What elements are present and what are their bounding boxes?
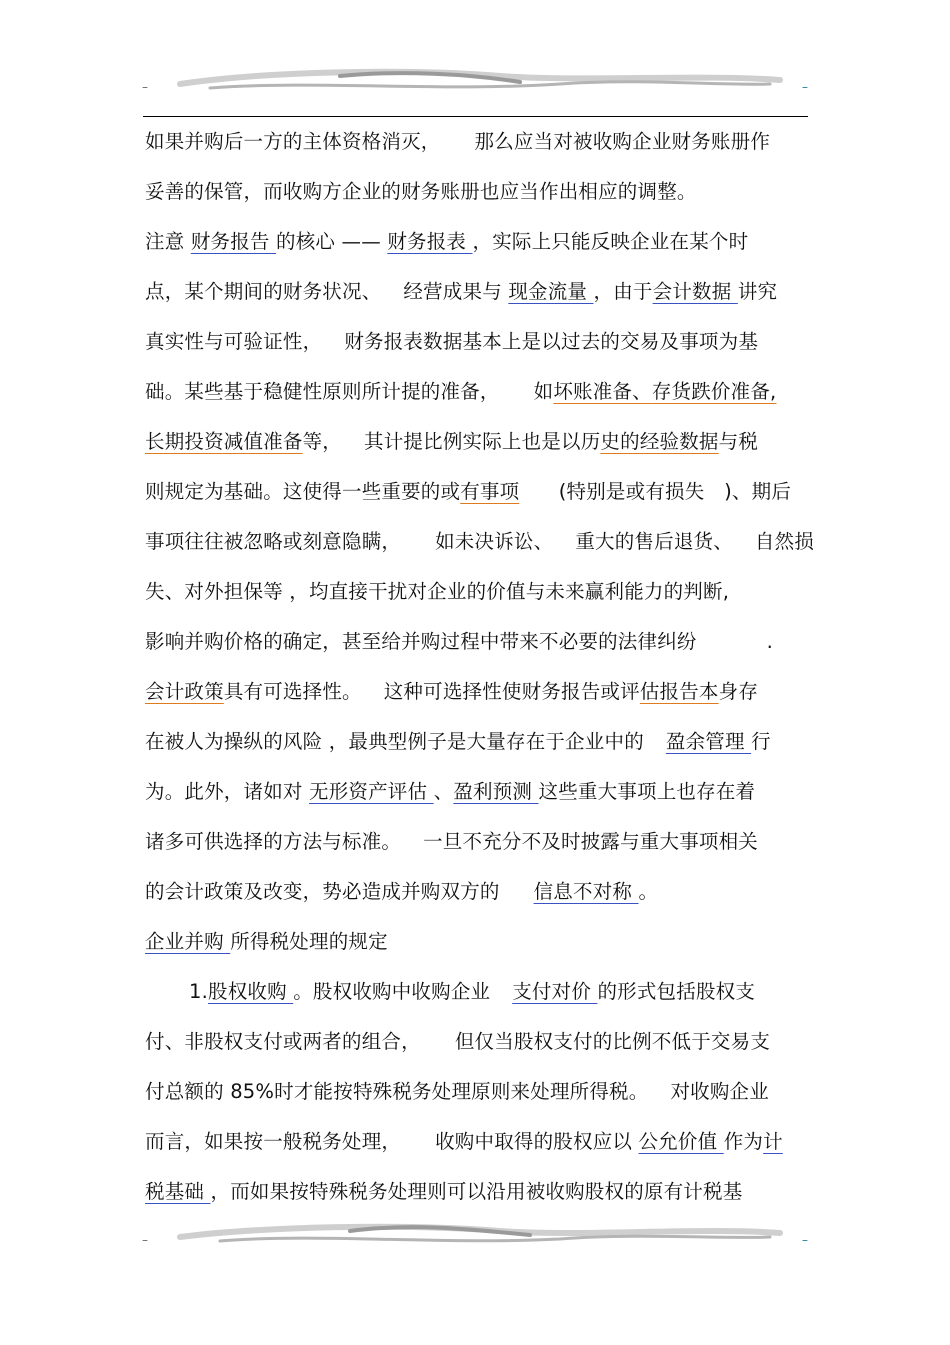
text-line (145, 625, 810, 675)
text-line (145, 275, 810, 325)
header-brush-stroke-icon (140, 62, 810, 102)
term-link[interactable]: 长期投资减值准备 (145, 430, 303, 453)
text-segment: 而言，如果按一般税务处理， (145, 1130, 402, 1153)
text-segment: 自然损 (754, 530, 815, 553)
text-line (145, 125, 810, 175)
text-segment: 点，某个期间的财务状况、 (145, 280, 382, 303)
text-line (145, 425, 810, 475)
footer-decoration (140, 1215, 810, 1255)
text-line (145, 225, 810, 275)
term-link[interactable]: 坏账准备、 (553, 380, 652, 403)
text-line (145, 925, 810, 975)
header-decoration (140, 62, 810, 102)
text-segment: 收购中取得的股权应以 (435, 1130, 639, 1153)
text-segment: 的形式包括股权支 (597, 980, 756, 1003)
header-dash-left: – (142, 80, 148, 94)
text-segment: 诸多可供选择的方法与标准。 (145, 830, 402, 853)
header-dash-right: – (802, 80, 808, 94)
text-line (145, 1125, 810, 1175)
text-segment: 如 (533, 380, 554, 403)
text-segment: 如未决诉讼、 (435, 530, 554, 553)
text-line (145, 775, 810, 825)
term-link[interactable]: 企业并购 (145, 930, 231, 953)
term-link[interactable]: 会计数据 (652, 280, 738, 303)
text-line (145, 975, 810, 1025)
term-link[interactable]: 支付对价 (512, 980, 598, 1003)
text-segment: 的核心 —— (276, 230, 388, 253)
text-segment: 的会计政策及改变，势必造成并购双方的 (145, 880, 500, 903)
text-segment: 影响并购价格的确定，甚至给并购过程中带来不必要的法律纠纷 (145, 630, 697, 653)
text-segment: 则规定为基础。这使得一些重要的或 (145, 480, 461, 503)
text-line (145, 175, 810, 225)
text-segment: 如果并购后一方的主体资格消灭， (145, 130, 441, 153)
text-line (145, 1025, 810, 1075)
text-segment: 在被人为操纵的风险 ，最典型例子是大量存在于企业中的 (145, 730, 644, 753)
text-segment: ，而如果按特殊税务处理则可以沿用被收购股权的原有计税基 (210, 1180, 743, 1203)
text-segment: 注意 (145, 230, 191, 253)
text-segment: 所得税处理的规定 (230, 930, 388, 953)
text-line (145, 1075, 810, 1125)
term-link[interactable]: 盈利预测 (453, 780, 539, 803)
text-segment: 行 (751, 730, 771, 753)
footer-dash-left: – (142, 1233, 148, 1247)
text-segment: 经营成果与 (403, 280, 509, 303)
text-segment: 对收购企业 (670, 1080, 769, 1103)
text-segment: 妥善的保管，而收购方企业的财务账册也应当作出相应的调整。 (145, 180, 697, 203)
text-segment: 础。某些基于稳健性原则所计提的准备， (145, 380, 500, 403)
term-link[interactable]: 公允价值 (638, 1130, 724, 1153)
text-segment: 为。此外，诸如对 (145, 780, 309, 803)
text-segment: 作为 (723, 1130, 764, 1153)
text-segment: ，由于 (593, 280, 653, 303)
text-segment: 与税 (718, 430, 759, 453)
text-line (145, 675, 810, 725)
text-segment: 1. (189, 980, 209, 1003)
text-line (145, 725, 810, 775)
text-segment: 。 (638, 880, 659, 903)
document-body (145, 125, 815, 1225)
text-segment: 付总额的 85%时才能按特殊税务处理原则来处理所得税。 (145, 1080, 649, 1103)
text-segment: 事项往往被忽略或刻意隐瞒， (145, 530, 402, 553)
term-link[interactable]: 无形资产评估 (309, 780, 434, 803)
term-link[interactable]: 存货跌价准备, (651, 380, 777, 403)
footer-dash-right: – (802, 1233, 808, 1247)
term-link[interactable]: 有事项 (460, 480, 520, 503)
text-segment: 具有可选择性。 (223, 680, 362, 703)
text-segment: ，实际上只能反映企业在某个时 (472, 230, 749, 253)
term-link[interactable]: 股权收购 (208, 980, 294, 1003)
text-segment: 那么应当对被收购企业财务账册作 (474, 130, 771, 153)
text-segment: 讲究 (737, 280, 778, 303)
text-segment: 、 (433, 780, 454, 803)
text-line (145, 475, 810, 525)
term-link[interactable]: 会计政策 (145, 680, 224, 703)
text-segment: 这种可选择性使财务报告或评 (383, 680, 640, 703)
header-rule (143, 116, 808, 117)
text-line (145, 325, 810, 375)
text-segment: 真实性与可验证性， (145, 330, 323, 353)
footer-brush-stroke-icon (140, 1215, 810, 1255)
text-segment: 重大的售后退货、 (575, 530, 733, 553)
text-segment: 其计提比例实际上也是以历 (364, 430, 601, 453)
text-line (145, 525, 815, 575)
text-segment: 付、非股权支付或两者的组合， (145, 1030, 421, 1053)
term-link[interactable]: 现金流量 (508, 280, 594, 303)
text-segment: 失、对外担保等 ，均直接干扰对企业的价值与未来赢利能力的判断, (145, 580, 730, 603)
text-segment: (特别是或有损失 )、期后 (519, 480, 792, 503)
text-segment: . (766, 630, 774, 653)
text-segment: 等， (302, 430, 343, 453)
term-link[interactable]: 税基础 (145, 1180, 211, 1203)
text-segment: 财务报表数据基本上是以过去的交易及事项为基 (344, 330, 759, 353)
term-link[interactable]: 计 (763, 1130, 783, 1153)
text-line (145, 825, 810, 875)
text-segment: 这些重大事项上也存在着 (538, 780, 756, 803)
term-link[interactable]: 信息不对称 (533, 880, 639, 903)
term-link[interactable]: 史的经验数据 (600, 430, 719, 453)
term-link[interactable]: 财务报告 (190, 230, 277, 253)
term-link[interactable]: 盈余管理 (665, 730, 752, 753)
text-segment: 但仅当股权支付的比例不低于交易支 (454, 1030, 771, 1053)
text-line (145, 575, 810, 625)
text-segment: 一旦不充分不及时披露与重大事项相关 (423, 830, 759, 853)
text-line (145, 375, 810, 425)
text-line (145, 875, 810, 925)
term-link[interactable]: 估报告本 (639, 680, 719, 703)
text-segment: 身存 (718, 680, 759, 703)
text-segment: 。股权收购中收购企业 (293, 980, 491, 1003)
term-link[interactable]: 财务报表 (387, 230, 473, 253)
